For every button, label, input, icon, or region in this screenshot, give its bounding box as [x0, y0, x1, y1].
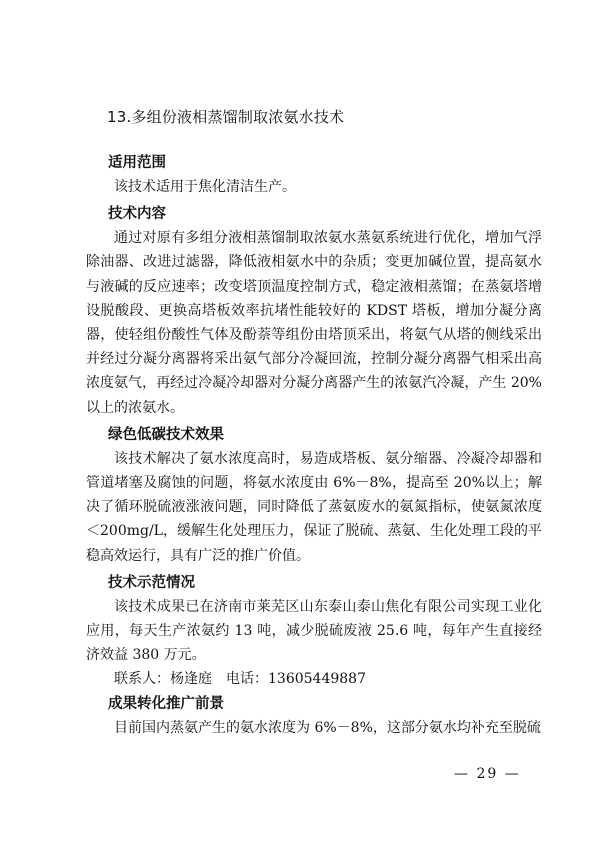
document-body	[86, 151, 542, 740]
section-demonstration	[86, 571, 542, 692]
heading-applicability: 适用范围	[108, 155, 166, 171]
paragraph: 通过对原有多组分液相蒸馏制取浓氨水蒸氨系统进行优化，增加气浮除油器、改进过滤器，降低液相氨水中的杂质；变更加碱位置，提高氨水与液碱的反应速率；改变塔顶温度控制方式，稳定液相蒸馏；在蒸氨塔增设脱酸段、更换高塔板效率抗堵性能较好的 KDST 塔板，增加分凝分离器，使轻组份酸性气体及酚萘等组份由塔顶采出，将氨气从塔的侧线采出并经过分凝分离器将采出氨气部分冷凝回流，控制分凝分离器气相采出高浓度氨气，再经过冷凝冷却器对分凝分离器产生的浓氨汽冷凝，产生 20%以上的浓氨水。	[86, 230, 542, 416]
paragraph: 该技术适用于焦化清洁生产。	[114, 179, 296, 195]
contact-line: 联系人：杨逢庭 电话：13605449887	[114, 671, 366, 688]
page-number: — 29 —	[454, 766, 521, 782]
section-title: 13.多组份液相蒸馏制取浓氨水技术	[107, 108, 345, 126]
paragraph: 该技术成果已在济南市莱芜区山东泰山泰山焦化有限公司实现工业化应用，每天生产浓氨约 13 吨，减少脱硫废液 25.6 吨，每年产生直接经济效益 380 万元。	[86, 598, 542, 664]
heading-demonstration: 技术示范情况	[108, 574, 195, 591]
heading-green-effect: 绿色低碳技术效果	[108, 426, 224, 443]
paragraph: 目前国内蒸氨产生的氨水浓度为 6%－8%，这部分氨水均补充至脱硫	[114, 719, 541, 736]
section-green-effect	[86, 423, 542, 568]
paragraph: 该技术解决了氨水浓度高时，易造成塔板、氨分缩器、冷凝冷却器和管道堵塞及腐蚀的问题，将氨水浓度由 6%－8%，提高至 20%以上；解决了循环脱硫液涨液问题，同时降低了蒸氨废水的氨氮指标，使氨氮浓度＜200mg/L，缓解生化处理压力，保证了脱硫、蒸氨、生化处理工段的平稳高效运行，具有广泛的推广价值。	[86, 450, 542, 564]
heading-promotion-prospect: 成果转化推广前景	[108, 695, 224, 712]
section-promotion-prospect	[86, 692, 542, 740]
section-technical-content	[86, 202, 542, 420]
heading-technical-content: 技术内容	[108, 206, 166, 223]
section-applicability	[86, 151, 542, 199]
